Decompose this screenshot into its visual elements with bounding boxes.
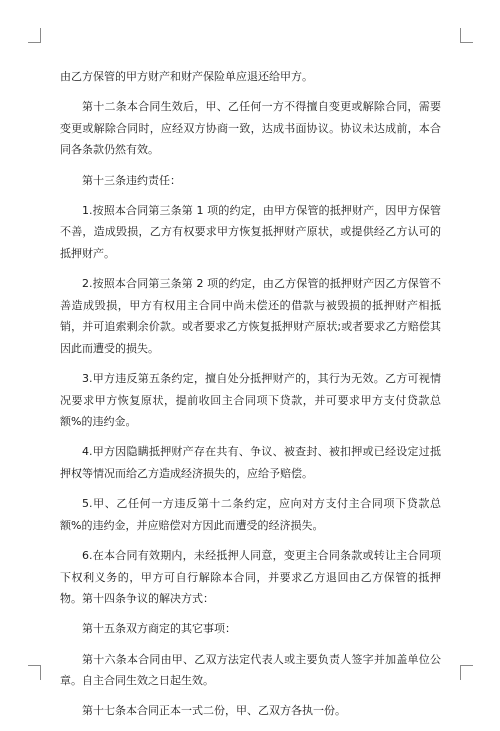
paragraph-clause-6: 6.在本合同有效期内，未经抵押人同意，变更主合同条款或转让主合同项下权利义务的，甲方可自行解除本合同，并要求乙方退回由乙方保管的抵押物。第十四条争议的解决方式： <box>60 549 441 606</box>
paragraph-clause-5: 5.甲、乙任何一方违反第十二条约定，应向对方支付主合同项下贷款总额%的违约金，并应赔偿对方因此而遭受的经济损失。 <box>60 497 441 532</box>
paragraph-article-15: 第十五条双方商定的其它事项： <box>82 622 236 636</box>
paragraph-clause-4: 4.甲方因隐瞒抵押财产存在共有、争议、被查封、被扣押或已经设定过抵押权等情况而给乙方造成经济损失的，应给予赔偿。 <box>60 445 441 481</box>
paragraph-article-13-heading: 第十三条违约责任： <box>82 173 181 187</box>
paragraph-article-16: 第十六条本合同由甲、乙双方法定代表人或主要负责人签字并加盖单位公章。自主合同生效之日起生效。 <box>60 652 441 688</box>
crop-mark-bottom-left <box>28 665 41 680</box>
crop-mark-bottom-right <box>460 665 473 680</box>
crop-mark-top-left <box>28 28 41 43</box>
paragraph-clause-3: 3.甲方违反第五条约定，擅自处分抵押财产的，其行为无效。乙方可视情况要求甲方恢复原状，提前收回主合同项下贷款，并可要求甲方支付贷款总额%的违约金。 <box>60 372 441 429</box>
paragraph-article-12: 第十二条本合同生效后，甲、乙任何一方不得擅自变更或解除合同，需要变更或解除合同时，应经双方协商一致，达成书面协议。协议未达成前，本合同各条款仍然有效。 <box>60 100 441 157</box>
paragraph-continuation: 由乙方保管的甲方财产和财产保险单应退还给甲方。 <box>60 70 313 83</box>
paragraph-clause-1: 1.按照本合同第三条第 1 项的约定，由甲方保管的抵押财产，因甲方保管不善，造成毁损，乙方有权要求甲方恢复抵押财产原状，或提供经乙方认可的抵押财产。 <box>60 203 441 260</box>
paragraph-clause-2: 2.按照本合同第三条第 2 项的约定，由乙方保管的抵押财产因乙方保管不善造成毁损，甲方有权用主合同中尚未偿还的借款与被毁损的抵押财产相抵销，并可追索剩余价款。或者要求乙方恢复抵押财产原状;或者要求乙方赔偿其因此而遭受的损失。 <box>60 277 441 355</box>
document-body <box>60 66 441 731</box>
paragraph-article-17: 第十七条本合同正本一式二份，甲、乙双方各执一份。 <box>82 704 346 718</box>
crop-mark-top-right <box>460 28 473 43</box>
